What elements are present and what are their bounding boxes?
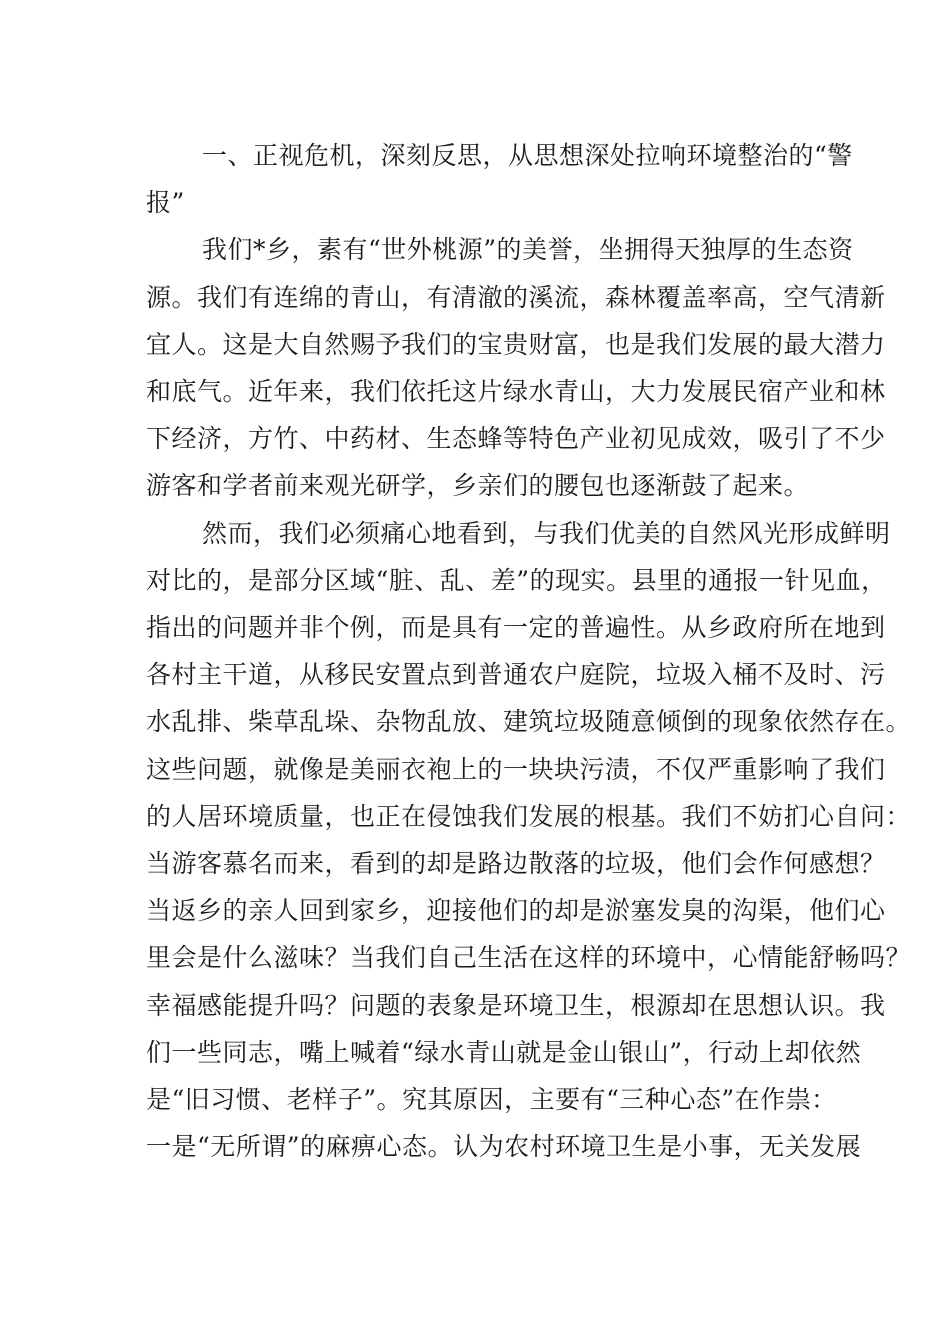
heading-line: 一、正视危机，深刻反思，从思想深处拉响环境整治的“警 (202, 141, 853, 170)
paragraph-line: 然而，我们必须痛心地看到，与我们优美的自然风光形成鲜明 (202, 518, 891, 548)
paragraph-line: 水乱排、柴草乱垛、杂物乱放、建筑垃圾随意倾倒的现象依然存在。 (146, 707, 912, 737)
paragraph-line: 源。我们有连绵的青山，有清澈的溪流，森林覆盖率高，空气清新 (146, 282, 886, 312)
paragraph-line: 当游客慕名而来，看到的却是路边散落的垃圾，他们会作何感想？ (146, 849, 886, 879)
paragraph-line: 里会是什么滋味？当我们自己生活在这样的环境中，心情能舒畅吗？ (146, 943, 912, 973)
paragraph-problems (146, 510, 912, 1171)
paragraph-ecology (146, 226, 886, 509)
paragraph-line: 是“旧习惯、老样子”。究其原因，主要有“三种心态”在作祟： (146, 1085, 837, 1115)
paragraph-line: 这些问题，就像是美丽衣袍上的一块块污渍，不仅严重影响了我们 (146, 754, 886, 784)
section-heading (146, 132, 853, 226)
heading-line: 报” (146, 188, 185, 218)
paragraph-line: 宜人。这是大自然赐予我们的宝贵财富，也是我们发展的最大潜力 (146, 329, 886, 359)
paragraph-line: 对比的，是部分区域“脏、乱、差”的现实。县里的通报一针见血， (146, 565, 887, 595)
paragraph-line: 一是“无所谓”的麻痹心态。认为农村环境卫生是小事，无关发展 (146, 1132, 862, 1162)
paragraph-line: 下经济，方竹、中药材、生态蜂等特色产业初见成效，吸引了不少 (146, 424, 886, 454)
paragraph-line: 游客和学者前来观光研学，乡亲们的腰包也逐渐鼓了起来。 (146, 471, 810, 501)
paragraph-line: 幸福感能提升吗？问题的表象是环境卫生，根源却在思想认识。我 (146, 990, 886, 1020)
paragraph-line: 们一些同志，嘴上喊着“绿水青山就是金山银山”，行动上却依然 (146, 1037, 862, 1067)
paragraph-line: 我们*乡，素有“世外桃源”的美誉，坐拥得天独厚的生态资 (202, 235, 854, 265)
paragraph-line: 和底气。近年来，我们依托这片绿水青山，大力发展民宿产业和林 (146, 377, 886, 407)
paragraph-line: 各村主干道，从移民安置点到普通农户庭院，垃圾入桶不及时、污 (146, 660, 886, 690)
paragraph-line: 当返乡的亲人回到家乡，迎接他们的却是淤塞发臭的沟渠，他们心 (146, 896, 886, 926)
paragraph-line: 的人居环境质量，也正在侵蚀我们发展的根基。我们不妨扪心自问： (146, 801, 912, 831)
paragraph-line: 指出的问题并非个例，而是具有一定的普遍性。从乡政府所在地到 (146, 613, 886, 643)
document-body (146, 132, 912, 1170)
